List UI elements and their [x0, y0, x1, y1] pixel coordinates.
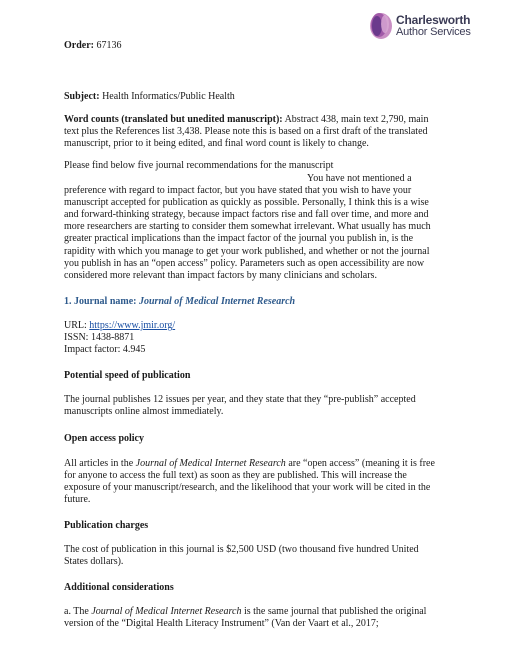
additional-heading: Additional considerations [64, 582, 174, 593]
word-counts-line-1: Word counts (translated but unedited manuscript): Abstract 438, main text 2,790, main [64, 114, 429, 125]
intro-line: Please find below five journal recommendations for the manuscript [64, 160, 334, 171]
open-access-heading: Open access policy [64, 433, 144, 444]
charges-line: States dollars). [64, 556, 124, 567]
additional-line-2: version of the “Digital Health Literacy Instrument” (Van der Vaart et al., 2017; [64, 618, 379, 629]
flower-logo-icon [368, 11, 394, 41]
journal-url-line: URL: https://www.jmir.org/ [64, 320, 176, 331]
speed-heading: Potential speed of publication [64, 370, 191, 381]
intro-line: greater practical implications than the impact factor of the journal you publish in, is the [64, 233, 414, 244]
speed-line: The journal publishes 12 issues per year, and they state that they “pre-publish” accepted [64, 394, 416, 405]
word-counts-label: Word counts (translated but unedited manuscript): [64, 114, 283, 125]
journal-issn: ISSN: 1438-8871 [64, 332, 135, 343]
word-counts-line-2: text plus the References list 3,438. Please note this is based on a first draft of the translated [64, 126, 428, 137]
order-value: 67136 [96, 40, 122, 51]
word-counts-line-3: manuscript, prior to it being edited, and final word count is likely to change. [64, 138, 369, 149]
journal-name: Journal of Medical Internet Research [139, 296, 296, 307]
intro-line: and forward-thinking strategy, because impact factors rise and fall over time, and more and [64, 209, 429, 220]
journal-impact-factor: Impact factor: 4.945 [64, 344, 146, 355]
brand-tagline: Author Services [396, 26, 471, 38]
open-access-line-1: All articles in the Journal of Medical Internet Research are “open access” (meaning it is free [64, 458, 435, 469]
subject-line [64, 91, 235, 103]
journal-url-link[interactable]: https://www.jmir.org/ [89, 320, 176, 331]
intro-line: rapidity with which you manage to get your work published, and whether or not the journal [64, 246, 430, 257]
intro-line: you publish in has an “open access” policy. Parameters such as open accessibility are now [64, 258, 425, 269]
journal-name-italic: Journal of Medical Internet Research [91, 606, 242, 617]
intro-line: manuscript accepted for publication as quickly as possible. Personally, I think this is a wise [64, 197, 429, 208]
speed-line: manuscripts online almost immediately. [64, 406, 224, 417]
journal-heading: 1. Journal name: Journal of Medical Internet Research [64, 296, 296, 307]
additional-line-1: a. The Journal of Medical Internet Research is the same journal that published the original [64, 606, 427, 617]
intro-line: You have not mentioned a [307, 173, 412, 184]
journal-name-italic: Journal of Medical Internet Research [135, 458, 286, 469]
order-line [64, 40, 122, 52]
intro-line: preference with regard to impact factor, but you have stated that you wish to have your [64, 185, 412, 196]
order-label: Order: [64, 40, 94, 51]
subject-label: Subject: [64, 91, 100, 102]
brand-name: Charlesworth [396, 13, 471, 27]
open-access-line: for anyone to access the full text) as soon as they are published. This will increase the [64, 470, 407, 481]
open-access-line: exposure of your manuscript/research, and the likelihood that your work will be cited in the [64, 482, 431, 493]
charges-line: The cost of publication in this journal is $2,500 USD (two thousand five hundred United [64, 544, 419, 555]
subject-value: Health Informatics/Public Health [102, 91, 235, 102]
intro-line: more researchers are starting to consider them somewhat irrelevant. What usually has much [64, 221, 431, 232]
intro-line: considered more relevant than impact factors by many clinicians and scholars. [64, 270, 377, 281]
open-access-line: future. [64, 494, 91, 505]
charges-heading: Publication charges [64, 520, 149, 531]
charlesworth-logo [368, 9, 518, 49]
